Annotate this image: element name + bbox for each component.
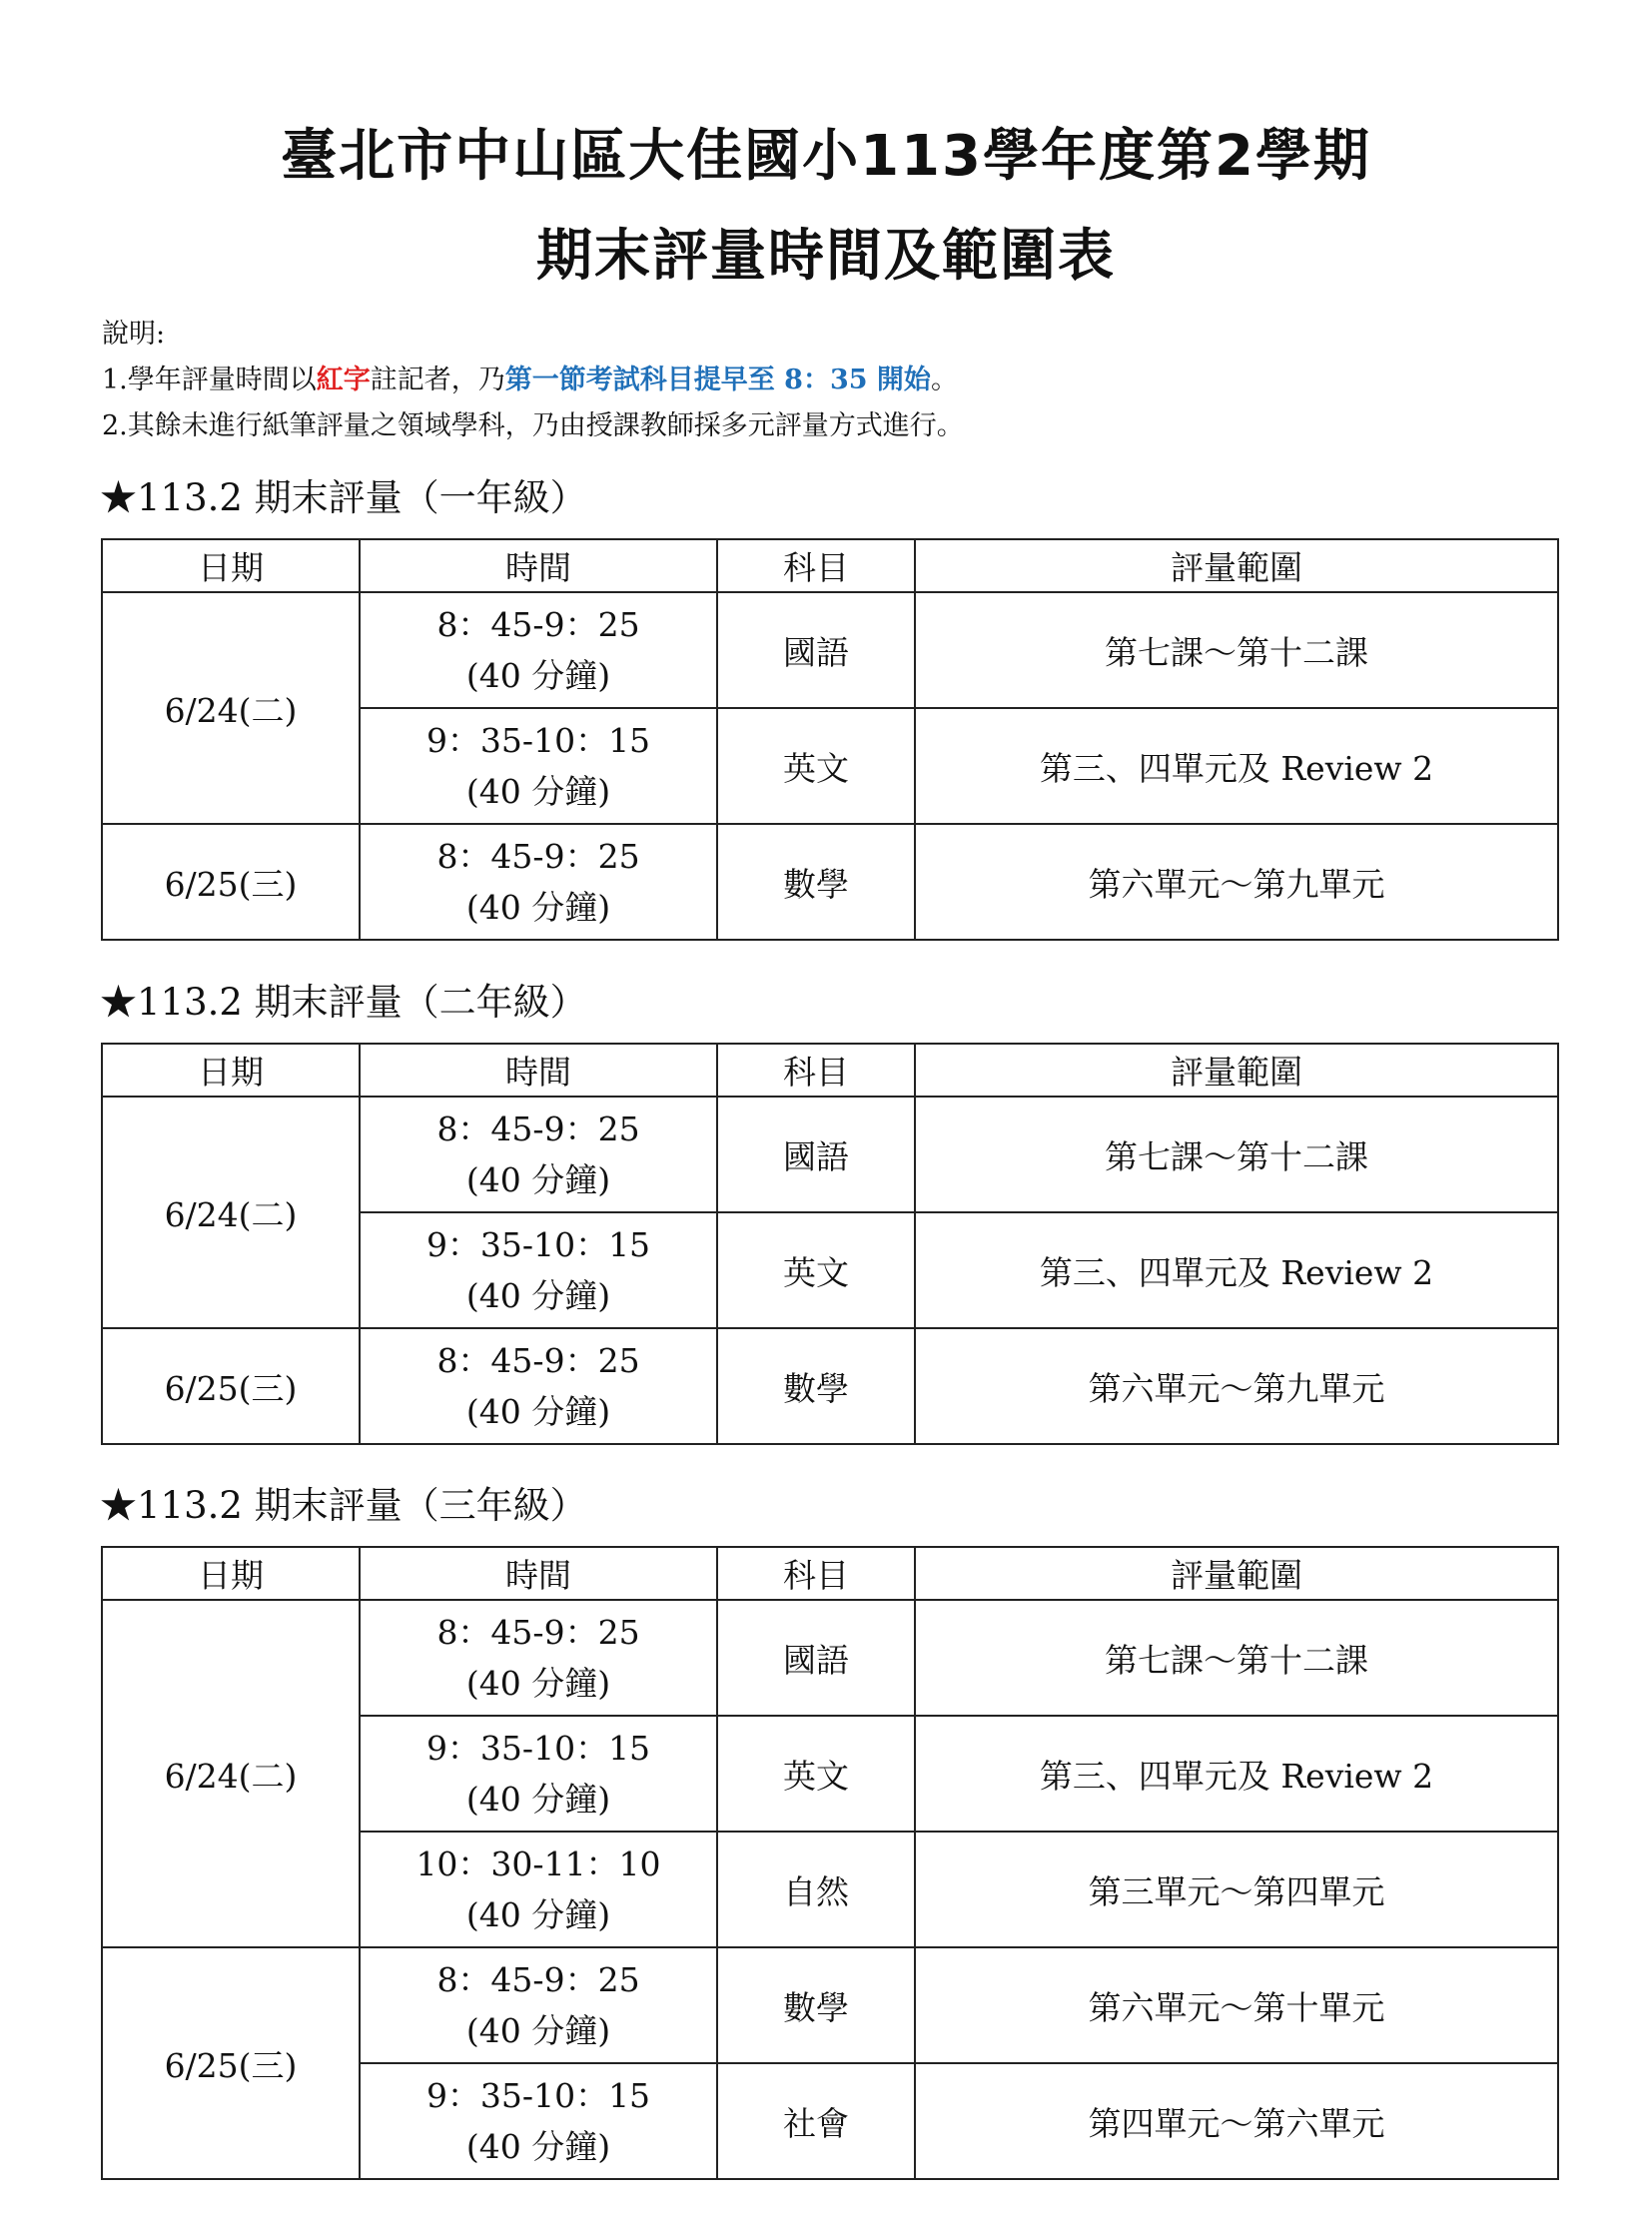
time-duration: (40 分鐘) [465,1780,611,1819]
red-text-marker: 紅字 [316,365,371,395]
date-cell: 6/24(二) [102,592,360,824]
table-header-row [102,539,1558,592]
time-range: 8：45-9：25 [436,605,640,644]
subject-cell: 自然 [717,1832,915,1947]
document-title: 臺北市中山區大佳國小113學年度第2學期 [281,124,1371,189]
range-cell: 第三、四單元及 Review 2 [915,708,1558,824]
notes-line-2: 2.其餘未進行紙筆評量之領域學科，乃由授課教師採多元評量方式進行。 [102,410,964,441]
time-cell [360,1716,717,1832]
grade-3-schedule-table [101,1546,1559,2180]
time-duration: (40 分鐘) [465,656,611,695]
range-cell: 第三單元～第四單元 [915,1832,1558,1947]
subject-cell: 國語 [717,1097,915,1212]
time-range: 8：45-9：25 [436,1109,640,1148]
subject-cell: 英文 [717,708,915,824]
header-subject: 科目 [717,539,915,592]
time-range: 9：35-10：15 [425,2076,651,2115]
header-subject: 科目 [717,1547,915,1600]
header-time: 時間 [360,539,717,592]
time-cell [360,592,717,708]
subject-cell: 英文 [717,1212,915,1328]
time-cell [360,1600,717,1716]
time-range: 8：45-9：25 [436,1341,640,1380]
range-cell: 第四單元～第六單元 [915,2063,1558,2179]
time-range: 9：35-10：15 [425,721,651,760]
early-start-note: 第一節考試科目提早至 8：35 開始 [504,365,931,395]
header-date: 日期 [102,539,360,592]
date-cell: 6/24(二) [102,1600,360,1947]
time-cell [360,1947,717,2063]
date-cell: 6/25(三) [102,1947,360,2179]
time-duration: (40 分鐘) [465,1895,611,1934]
header-range: 評量範圍 [915,1044,1558,1097]
range-cell: 第三、四單元及 Review 2 [915,1212,1558,1328]
subject-cell: 英文 [717,1716,915,1832]
time-range: 9：35-10：15 [425,1729,651,1768]
subject-cell: 數學 [717,1328,915,1444]
subject-cell: 社會 [717,2063,915,2179]
header-subject: 科目 [717,1044,915,1097]
time-range: 8：45-9：25 [436,837,640,876]
table-row [102,1097,1558,1212]
time-duration: (40 分鐘) [465,888,611,927]
time-duration: (40 分鐘) [465,772,611,811]
grade-3-heading: ★113.2 期末評量（三年級） [100,1484,587,1527]
document-subtitle: 期末評量時間及範圍表 [536,224,1116,289]
range-cell: 第七課～第十二課 [915,592,1558,708]
range-cell: 第七課～第十二課 [915,1097,1558,1212]
notes-line-1 [102,358,964,403]
time-cell [360,1212,717,1328]
header-date: 日期 [102,1044,360,1097]
subject-cell: 國語 [717,1600,915,1716]
grade-2-schedule-table [101,1043,1559,1445]
time-cell [360,1097,717,1212]
range-cell: 第七課～第十二課 [915,1600,1558,1716]
time-duration: (40 分鐘) [465,1392,611,1431]
subject-cell: 數學 [717,1947,915,2063]
table-header-row [102,1547,1558,1600]
time-duration: (40 分鐘) [465,1664,611,1703]
time-range: 9：35-10：15 [425,1225,651,1264]
range-cell: 第六單元～第九單元 [915,824,1558,940]
time-range: 8：45-9：25 [436,1960,640,1999]
time-range: 10：30-11：10 [415,1844,661,1883]
time-cell [360,1832,717,1947]
table-row [102,1328,1558,1444]
notes-line1-end: 。 [930,365,958,395]
header-range: 評量範圍 [915,1547,1558,1600]
notes-label: 說明: [102,319,166,350]
date-cell: 6/25(三) [102,1328,360,1444]
header-date: 日期 [102,1547,360,1600]
table-row [102,1600,1558,1716]
grade-2-heading: ★113.2 期末評量（二年級） [100,981,587,1024]
grade-1-heading: ★113.2 期末評量（一年級） [100,476,587,519]
table-row [102,824,1558,940]
time-cell [360,708,717,824]
range-cell: 第六單元～第十單元 [915,1947,1558,2063]
time-duration: (40 分鐘) [465,1160,611,1199]
date-cell: 6/24(二) [102,1097,360,1328]
time-cell [360,2063,717,2179]
header-range: 評量範圍 [915,539,1558,592]
range-cell: 第六單元～第九單元 [915,1328,1558,1444]
subject-cell: 國語 [717,592,915,708]
date-cell: 6/25(三) [102,824,360,940]
time-duration: (40 分鐘) [465,1276,611,1315]
time-duration: (40 分鐘) [465,2127,611,2166]
notes-line1-middle: 註記者，乃 [370,365,505,395]
notes-section [102,312,964,449]
table-header-row [102,1044,1558,1097]
notes-line1-prefix: 1.學年評量時間以 [102,365,317,395]
grade-1-schedule-table [101,538,1559,941]
time-range: 8：45-9：25 [436,1613,640,1652]
time-cell [360,1328,717,1444]
header-time: 時間 [360,1044,717,1097]
table-row [102,592,1558,708]
table-row [102,1947,1558,2063]
subject-cell: 數學 [717,824,915,940]
range-cell: 第三、四單元及 Review 2 [915,1716,1558,1832]
header-time: 時間 [360,1547,717,1600]
time-duration: (40 分鐘) [465,2011,611,2050]
time-cell [360,824,717,940]
